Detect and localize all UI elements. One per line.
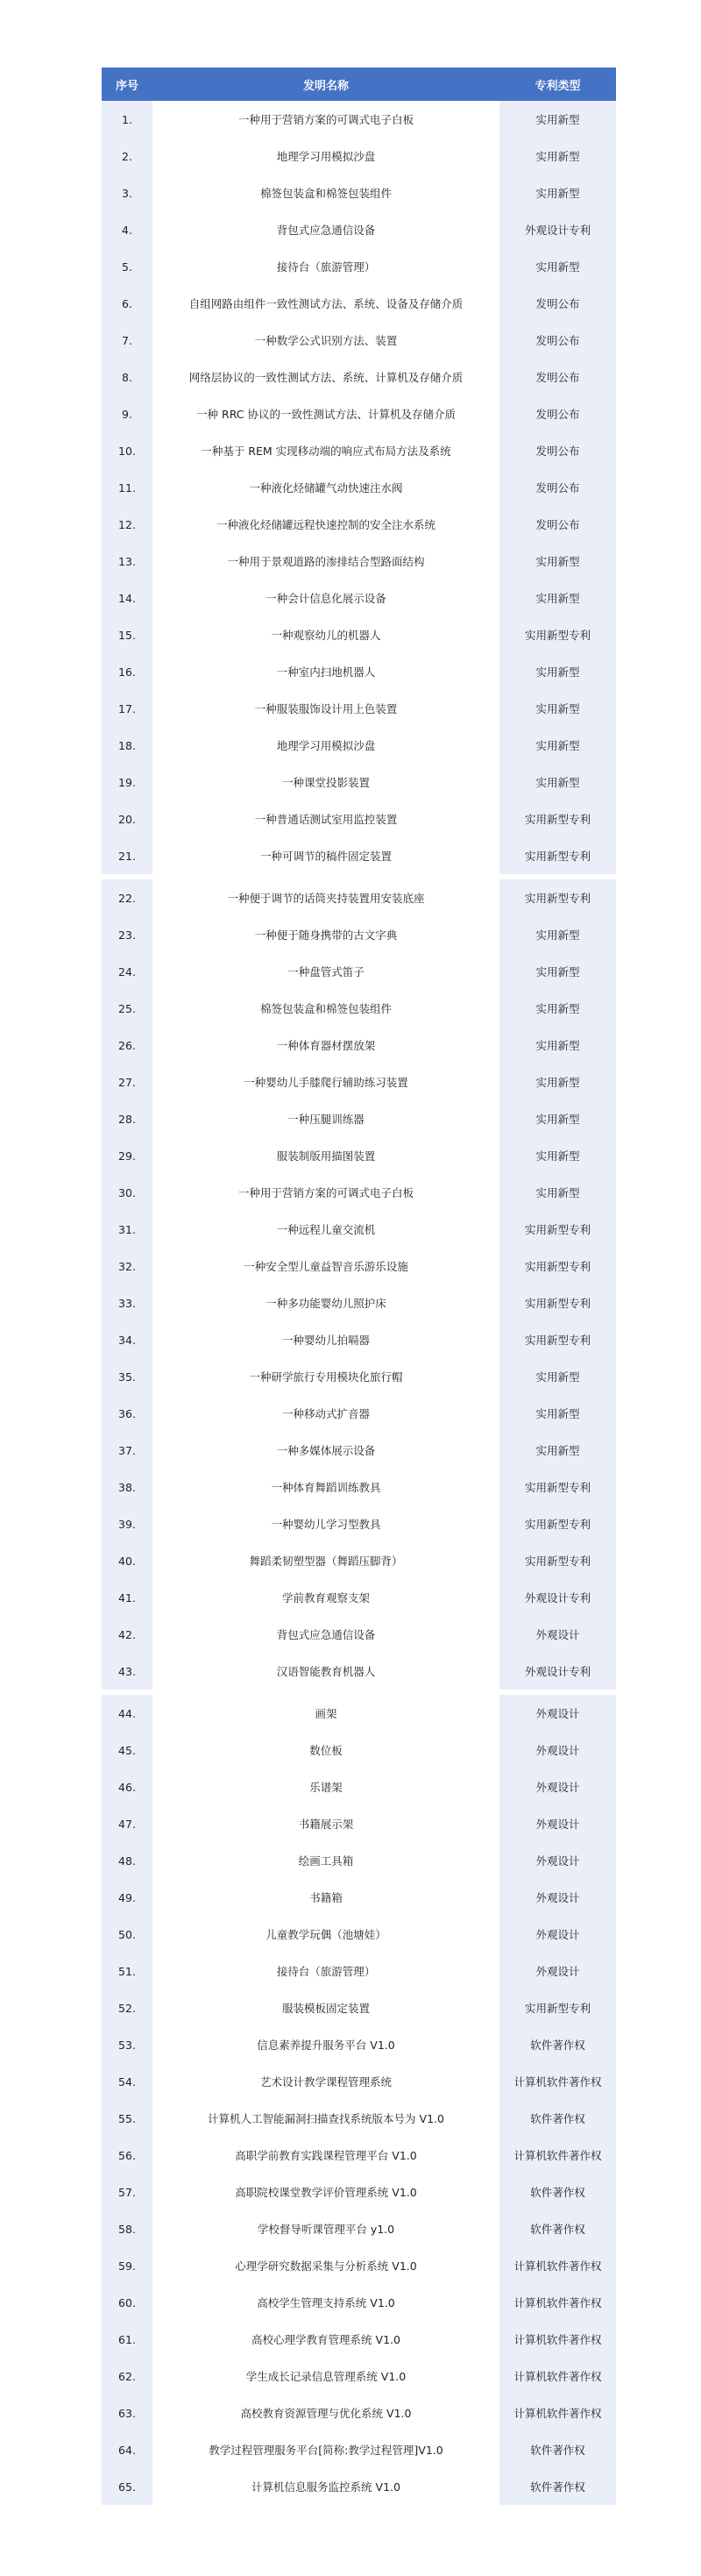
invention-name: 一种室内扫地机器人 bbox=[276, 665, 376, 679]
patent-type: 实用新型 bbox=[499, 727, 616, 764]
invention-name: 艺术设计教学课程管理系统 bbox=[259, 2075, 392, 2089]
row-number: 51. bbox=[102, 1953, 152, 1989]
table-row bbox=[102, 2210, 616, 2247]
row-number: 64. bbox=[102, 2431, 152, 2468]
table-row bbox=[102, 2100, 616, 2137]
row-number: 34. bbox=[102, 1321, 152, 1358]
row-number: 40. bbox=[102, 1542, 152, 1579]
table-row bbox=[102, 2321, 616, 2358]
patent-type: 外观设计 bbox=[499, 1616, 616, 1653]
table-row bbox=[102, 2063, 616, 2100]
invention-name: 一种用于营销方案的可调式电子白板 bbox=[237, 113, 414, 126]
table-row bbox=[102, 1100, 616, 1137]
row-number: 18. bbox=[102, 727, 152, 764]
table-row bbox=[102, 1248, 616, 1284]
patent-type: 实用新型 bbox=[499, 248, 616, 285]
patent-type: 软件著作权 bbox=[499, 2468, 616, 2505]
table-row bbox=[102, 248, 616, 285]
table-row bbox=[102, 1805, 616, 1842]
row-number: 13. bbox=[102, 543, 152, 580]
patent-type: 软件著作权 bbox=[499, 2431, 616, 2468]
invention-name: 书籍箱 bbox=[309, 1891, 343, 1904]
table-row bbox=[102, 2137, 616, 2174]
row-number: 52. bbox=[102, 1989, 152, 2026]
table-row bbox=[102, 432, 616, 469]
patent-type: 外观设计 bbox=[499, 1732, 616, 1768]
invention-name: 地理学习用模拟沙盘 bbox=[276, 150, 376, 163]
patent-type: 实用新型专利 bbox=[499, 1248, 616, 1284]
invention-name: 接待台（旅游管理） bbox=[276, 260, 376, 274]
row-number: 22. bbox=[102, 879, 152, 916]
patent-table bbox=[102, 68, 616, 2505]
invention-name: 心理学研究数据采集与分析系统 V1.0 bbox=[235, 2259, 417, 2273]
patent-type: 外观设计专利 bbox=[499, 1653, 616, 1690]
row-number: 5. bbox=[102, 248, 152, 285]
patent-type: 实用新型专利 bbox=[499, 879, 616, 916]
table-row bbox=[102, 1989, 616, 2026]
invention-name: 学校督导听课管理平台 y1.0 bbox=[257, 2223, 395, 2236]
table-row bbox=[102, 2247, 616, 2284]
invention-name: 乐谱架 bbox=[309, 1781, 343, 1794]
patent-type: 外观设计专利 bbox=[499, 1579, 616, 1616]
invention-name: 服装制版用描图装置 bbox=[276, 1149, 376, 1163]
invention-name: 一种数学公式识别方法、装置 bbox=[254, 334, 398, 347]
invention-name: 数位板 bbox=[309, 1744, 343, 1757]
patent-type: 发明公布 bbox=[499, 469, 616, 506]
table-row bbox=[102, 2431, 616, 2468]
table-row bbox=[102, 1695, 616, 1732]
table-row bbox=[102, 1174, 616, 1211]
invention-name: 一种体育舞蹈训练教具 bbox=[271, 1481, 381, 1494]
table-row bbox=[102, 1027, 616, 1064]
header-name: 发明名称 bbox=[302, 79, 349, 93]
table-row bbox=[102, 580, 616, 616]
invention-name: 绘画工具箱 bbox=[298, 1854, 354, 1868]
header-type: 专利类型 bbox=[535, 79, 581, 93]
invention-name: 一种便于随身携带的古文字典 bbox=[254, 929, 398, 942]
patent-type: 实用新型专利 bbox=[499, 801, 616, 837]
row-number: 61. bbox=[102, 2321, 152, 2358]
table-row bbox=[102, 506, 616, 543]
row-number: 21. bbox=[102, 837, 152, 874]
table-row bbox=[102, 174, 616, 211]
invention-name: 画架 bbox=[315, 1707, 337, 1720]
row-number: 7. bbox=[102, 322, 152, 359]
table-row bbox=[102, 1358, 616, 1395]
invention-name: 一种研学旅行专用模块化旅行帽 bbox=[249, 1370, 403, 1384]
invention-name: 一种观察幼儿的机器人 bbox=[271, 629, 381, 642]
row-number: 8. bbox=[102, 359, 152, 395]
invention-name: 一种体育器材摆放架 bbox=[276, 1039, 376, 1052]
invention-name: 棉签包装盒和棉签包装组件 bbox=[259, 1002, 392, 1015]
table-row bbox=[102, 322, 616, 359]
patent-type: 实用新型 bbox=[499, 1358, 616, 1395]
patent-type: 实用新型 bbox=[499, 1395, 616, 1432]
patent-type: 发明公布 bbox=[499, 359, 616, 395]
invention-name: 一种基于 REM 实现移动端的响应式布局方法及系统 bbox=[201, 445, 451, 458]
patent-type: 实用新型 bbox=[499, 138, 616, 174]
invention-name: 一种可调节的稿件固定装置 bbox=[259, 850, 392, 863]
row-number: 15. bbox=[102, 616, 152, 653]
row-number: 28. bbox=[102, 1100, 152, 1137]
table-row bbox=[102, 990, 616, 1027]
patent-type: 实用新型 bbox=[499, 1027, 616, 1064]
patent-type: 实用新型 bbox=[499, 543, 616, 580]
invention-name: 计算机人工智能漏洞扫描查找系统版本号为 V1.0 bbox=[208, 2112, 444, 2125]
table-row bbox=[102, 1469, 616, 1505]
patent-type: 发明公布 bbox=[499, 285, 616, 322]
row-number: 44. bbox=[102, 1695, 152, 1732]
invention-name: 一种移动式扩音器 bbox=[281, 1407, 370, 1420]
row-number: 49. bbox=[102, 1879, 152, 1916]
patent-type: 发明公布 bbox=[499, 432, 616, 469]
invention-name: 一种普通话测试室用监控装置 bbox=[254, 813, 398, 826]
table-row bbox=[102, 2174, 616, 2210]
row-number: 4. bbox=[102, 211, 152, 248]
invention-name: 一种会计信息化展示设备 bbox=[266, 592, 386, 605]
invention-name: 棉签包装盒和棉签包装组件 bbox=[259, 187, 392, 200]
table-row bbox=[102, 211, 616, 248]
patent-type: 实用新型 bbox=[499, 764, 616, 801]
invention-name: 背包式应急通信设备 bbox=[276, 224, 376, 237]
table-row bbox=[102, 1579, 616, 1616]
invention-name: 自组网路由组件一致性测试方法、系统、设备及存储介质 bbox=[188, 297, 464, 310]
row-number: 31. bbox=[102, 1211, 152, 1248]
table-row bbox=[102, 1395, 616, 1432]
invention-name: 接待台（旅游管理） bbox=[276, 1965, 376, 1978]
table-row bbox=[102, 2395, 616, 2431]
table-header bbox=[102, 68, 616, 101]
patent-type: 实用新型 bbox=[499, 990, 616, 1027]
patent-type: 实用新型 bbox=[499, 690, 616, 727]
table-row bbox=[102, 837, 616, 874]
invention-name: 汉语智能教育机器人 bbox=[276, 1665, 376, 1678]
row-number: 10. bbox=[102, 432, 152, 469]
row-number: 63. bbox=[102, 2395, 152, 2431]
row-number: 41. bbox=[102, 1579, 152, 1616]
table-row bbox=[102, 953, 616, 990]
row-number: 48. bbox=[102, 1842, 152, 1879]
row-number: 37. bbox=[102, 1432, 152, 1469]
patent-type: 实用新型 bbox=[499, 953, 616, 990]
patent-type: 实用新型 bbox=[499, 174, 616, 211]
patent-type: 实用新型 bbox=[499, 1432, 616, 1469]
row-number: 26. bbox=[102, 1027, 152, 1064]
table-row bbox=[102, 690, 616, 727]
row-number: 23. bbox=[102, 916, 152, 953]
table-row bbox=[102, 469, 616, 506]
table-row bbox=[102, 727, 616, 764]
row-number: 46. bbox=[102, 1768, 152, 1805]
invention-name: 背包式应急通信设备 bbox=[276, 1628, 376, 1641]
table-row bbox=[102, 2284, 616, 2321]
invention-name: 教学过程管理服务平台[简称:教学过程管理]V1.0 bbox=[209, 2444, 443, 2457]
row-number: 6. bbox=[102, 285, 152, 322]
patent-type: 发明公布 bbox=[499, 322, 616, 359]
table-row bbox=[102, 916, 616, 953]
row-number: 30. bbox=[102, 1174, 152, 1211]
row-number: 59. bbox=[102, 2247, 152, 2284]
patent-type: 外观设计专利 bbox=[499, 211, 616, 248]
patent-type: 实用新型专利 bbox=[499, 1321, 616, 1358]
patent-type: 实用新型 bbox=[499, 101, 616, 138]
patent-type: 发明公布 bbox=[499, 506, 616, 543]
row-number: 57. bbox=[102, 2174, 152, 2210]
patent-type: 实用新型 bbox=[499, 916, 616, 953]
row-number: 47. bbox=[102, 1805, 152, 1842]
patent-type: 实用新型专利 bbox=[499, 1505, 616, 1542]
row-number: 50. bbox=[102, 1916, 152, 1953]
table-row bbox=[102, 1211, 616, 1248]
patent-type: 实用新型专利 bbox=[499, 1211, 616, 1248]
table-row bbox=[102, 1137, 616, 1174]
patent-type: 实用新型专利 bbox=[499, 616, 616, 653]
row-number: 1. bbox=[102, 101, 152, 138]
invention-name: 一种 RRC 协议的一致性测试方法、计算机及存储介质 bbox=[196, 408, 456, 421]
table-row bbox=[102, 1542, 616, 1579]
row-number: 11. bbox=[102, 469, 152, 506]
patent-type: 实用新型专利 bbox=[499, 1469, 616, 1505]
patent-type: 实用新型专利 bbox=[499, 1542, 616, 1579]
invention-name: 学前教育观察支架 bbox=[281, 1591, 370, 1605]
row-number: 9. bbox=[102, 395, 152, 432]
invention-name: 一种用于营销方案的可调式电子白板 bbox=[237, 1186, 414, 1199]
patent-type: 实用新型 bbox=[499, 1064, 616, 1100]
table-row bbox=[102, 101, 616, 138]
patent-type: 实用新型 bbox=[499, 1100, 616, 1137]
patent-type: 实用新型专利 bbox=[499, 837, 616, 874]
table-row bbox=[102, 2026, 616, 2063]
row-number: 35. bbox=[102, 1358, 152, 1395]
table-row bbox=[102, 359, 616, 395]
patent-type: 外观设计 bbox=[499, 1879, 616, 1916]
table-row bbox=[102, 2468, 616, 2505]
row-number: 32. bbox=[102, 1248, 152, 1284]
row-number: 65. bbox=[102, 2468, 152, 2505]
table-row bbox=[102, 543, 616, 580]
invention-name: 信息素养提升服务平台 V1.0 bbox=[257, 2039, 395, 2052]
patent-type: 实用新型专利 bbox=[499, 1989, 616, 2026]
table-row bbox=[102, 1284, 616, 1321]
patent-type: 实用新型专利 bbox=[499, 1284, 616, 1321]
patent-type: 外观设计 bbox=[499, 1916, 616, 1953]
table-row bbox=[102, 764, 616, 801]
patent-type: 软件著作权 bbox=[499, 2210, 616, 2247]
invention-name: 一种远程儿童交流机 bbox=[276, 1223, 376, 1236]
table-row bbox=[102, 1653, 616, 1690]
table-row bbox=[102, 653, 616, 690]
row-number: 56. bbox=[102, 2137, 152, 2174]
patent-type: 外观设计 bbox=[499, 1695, 616, 1732]
table-row bbox=[102, 616, 616, 653]
invention-name: 高校学生管理支持系统 V1.0 bbox=[257, 2296, 395, 2309]
patent-type: 实用新型 bbox=[499, 1137, 616, 1174]
invention-name: 一种婴幼儿拍嗝器 bbox=[281, 1334, 370, 1347]
patent-type: 计算机软件著作权 bbox=[499, 2063, 616, 2100]
table-row bbox=[102, 1432, 616, 1469]
patent-type: 计算机软件著作权 bbox=[499, 2321, 616, 2358]
invention-name: 计算机信息服务监控系统 V1.0 bbox=[251, 2480, 400, 2494]
row-number: 62. bbox=[102, 2358, 152, 2395]
table-row bbox=[102, 2358, 616, 2395]
invention-name: 一种婴幼儿学习型教具 bbox=[271, 1518, 381, 1531]
invention-name: 一种液化烃储罐远程快速控制的安全注水系统 bbox=[216, 518, 435, 531]
row-number: 19. bbox=[102, 764, 152, 801]
patent-type: 软件著作权 bbox=[499, 2026, 616, 2063]
table-row bbox=[102, 1916, 616, 1953]
patent-type: 计算机软件著作权 bbox=[499, 2358, 616, 2395]
invention-name: 地理学习用模拟沙盘 bbox=[276, 739, 376, 752]
patent-type: 实用新型 bbox=[499, 653, 616, 690]
row-number: 3. bbox=[102, 174, 152, 211]
invention-name: 一种多媒体展示设备 bbox=[276, 1444, 376, 1457]
invention-name: 一种服装服饰设计用上色装置 bbox=[254, 702, 398, 715]
header-no: 序号 bbox=[115, 79, 138, 93]
table-row bbox=[102, 138, 616, 174]
invention-name: 一种盘管式笛子 bbox=[287, 965, 365, 978]
row-number: 25. bbox=[102, 990, 152, 1027]
row-number: 43. bbox=[102, 1653, 152, 1690]
row-number: 53. bbox=[102, 2026, 152, 2063]
patent-type: 计算机软件著作权 bbox=[499, 2137, 616, 2174]
table-row bbox=[102, 1505, 616, 1542]
row-number: 58. bbox=[102, 2210, 152, 2247]
invention-name: 高校心理学教育管理系统 V1.0 bbox=[251, 2333, 400, 2346]
invention-name: 服装模板固定装置 bbox=[281, 2002, 370, 2015]
patent-type: 计算机软件著作权 bbox=[499, 2284, 616, 2321]
invention-name: 书籍展示架 bbox=[298, 1818, 354, 1831]
invention-name: 一种多功能婴幼儿照护床 bbox=[266, 1297, 386, 1310]
invention-name: 舞蹈柔韧塑型器（舞蹈压脚背） bbox=[249, 1555, 403, 1568]
table-body bbox=[102, 101, 616, 2505]
table-row bbox=[102, 1732, 616, 1768]
row-number: 12. bbox=[102, 506, 152, 543]
invention-name: 一种安全型儿童益智音乐游乐设施 bbox=[244, 1260, 408, 1273]
table-row bbox=[102, 1842, 616, 1879]
invention-name: 网络层协议的一致性测试方法、系统、计算机及存储介质 bbox=[188, 371, 464, 384]
invention-name: 高职院校课堂教学评价管理系统 V1.0 bbox=[235, 2186, 417, 2199]
row-number: 16. bbox=[102, 653, 152, 690]
invention-name: 一种压腿训练器 bbox=[287, 1113, 365, 1126]
invention-name: 一种课堂投影装置 bbox=[281, 776, 370, 789]
invention-name: 一种婴幼儿手膝爬行辅助练习装置 bbox=[244, 1076, 408, 1089]
patent-type: 软件著作权 bbox=[499, 2174, 616, 2210]
row-number: 27. bbox=[102, 1064, 152, 1100]
table-row bbox=[102, 1321, 616, 1358]
row-number: 14. bbox=[102, 580, 152, 616]
row-number: 60. bbox=[102, 2284, 152, 2321]
patent-type: 外观设计 bbox=[499, 1768, 616, 1805]
patent-type: 计算机软件著作权 bbox=[499, 2395, 616, 2431]
row-number: 38. bbox=[102, 1469, 152, 1505]
patent-type: 外观设计 bbox=[499, 1842, 616, 1879]
table-row bbox=[102, 1616, 616, 1653]
table-row bbox=[102, 1953, 616, 1989]
row-number: 20. bbox=[102, 801, 152, 837]
table-row bbox=[102, 801, 616, 837]
row-number: 54. bbox=[102, 2063, 152, 2100]
patent-type: 计算机软件著作权 bbox=[499, 2247, 616, 2284]
invention-name: 高职学前教育实践课程管理平台 V1.0 bbox=[235, 2149, 417, 2162]
patent-type: 软件著作权 bbox=[499, 2100, 616, 2137]
patent-type: 外观设计 bbox=[499, 1805, 616, 1842]
row-number: 55. bbox=[102, 2100, 152, 2137]
patent-type: 发明公布 bbox=[499, 395, 616, 432]
row-number: 24. bbox=[102, 953, 152, 990]
invention-name: 一种用于景观道路的渗排结合型路面结构 bbox=[227, 555, 425, 568]
table-row bbox=[102, 1768, 616, 1805]
invention-name: 高校教育资源管理与优化系统 V1.0 bbox=[240, 2407, 412, 2420]
invention-name: 学生成长记录信息管理系统 V1.0 bbox=[245, 2370, 407, 2383]
table-row bbox=[102, 395, 616, 432]
invention-name: 一种便于调节的话筒夹持装置用安装底座 bbox=[227, 892, 425, 905]
invention-name: 儿童教学玩偶（池塘娃） bbox=[266, 1928, 386, 1941]
patent-type: 实用新型 bbox=[499, 1174, 616, 1211]
patent-type: 实用新型 bbox=[499, 580, 616, 616]
table-row bbox=[102, 285, 616, 322]
patent-type: 外观设计 bbox=[499, 1953, 616, 1989]
row-number: 39. bbox=[102, 1505, 152, 1542]
table-row bbox=[102, 879, 616, 916]
table-row bbox=[102, 1064, 616, 1100]
table-row bbox=[102, 1879, 616, 1916]
invention-name: 一种液化烃储罐气动快速注水阀 bbox=[249, 481, 403, 495]
row-number: 42. bbox=[102, 1616, 152, 1653]
row-number: 45. bbox=[102, 1732, 152, 1768]
row-number: 29. bbox=[102, 1137, 152, 1174]
row-number: 2. bbox=[102, 138, 152, 174]
row-number: 33. bbox=[102, 1284, 152, 1321]
row-number: 36. bbox=[102, 1395, 152, 1432]
row-number: 17. bbox=[102, 690, 152, 727]
